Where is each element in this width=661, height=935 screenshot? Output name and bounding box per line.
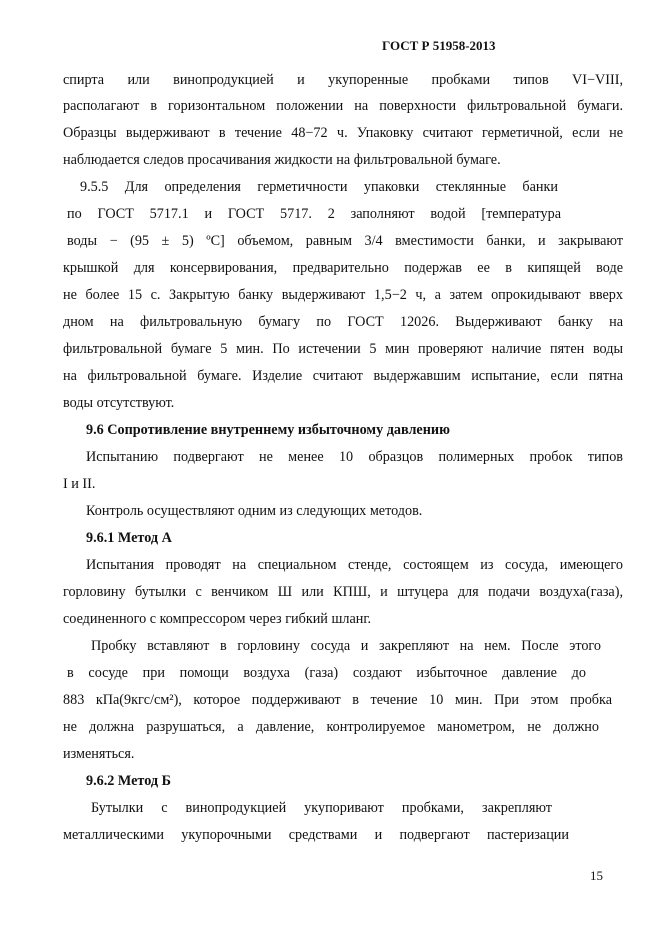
text-line: Испытания проводят на специальном стенде, состоящем из сосуда, имеющего	[86, 557, 623, 573]
page-number: 15	[590, 868, 603, 883]
text-line: Образцы выдерживают в течение 48−72 ч. Упаковку считают герметичной, если не	[63, 125, 623, 141]
text-line: на фильтровальной бумаге. Изделие считают выдержавшим испытание, если пятна	[63, 368, 623, 384]
text-line: фильтровальной бумаге 5 мин. По истечении 5 мин проверяют наличие пятен воды	[63, 341, 623, 357]
text-line: не более 15 с. Закрытую банку выдерживают 1,5−2 ч, а затем опрокидывают вверх	[63, 287, 623, 303]
text-line: Бутылки с винопродукцией укупоривают пробками, закрепляют	[91, 800, 552, 816]
text-line: дном на фильтровальную бумагу по ГОСТ 12026. Выдерживают банку на	[63, 314, 623, 330]
text-line: Контроль осуществляют одним из следующих методов.	[86, 503, 423, 519]
text-line: по ГОСТ 5717.1 и ГОСТ 5717. 2 заполняют водой [температура	[67, 206, 561, 222]
text-line: наблюдается следов просачивания жидкости на фильтровальной бумаге.	[63, 152, 501, 168]
text-line: Испытанию подвергают не менее 10 образцов полимерных пробок типов	[86, 449, 623, 465]
text-line: крышкой для консервирования, предварительно подержав ее в кипящей воде	[63, 260, 623, 276]
text-line: изменяться.	[63, 746, 135, 762]
text-line: воды − (95 ± 5) ºС] объемом, равным 3/4 вместимости банки, и закрывают	[67, 233, 623, 249]
text-line: воды отсутствуют.	[63, 395, 175, 411]
text-line: I и II.	[63, 476, 96, 492]
section-heading-9-6: 9.6 Сопротивление внутреннему избыточному давлению	[86, 422, 450, 438]
text-line: спирта или винопродукцией и укупоренные пробками типов VI−VIII,	[63, 72, 623, 88]
text-line: 9.5.5 Для определения герметичности упаковки стеклянные банки	[80, 179, 558, 195]
text-line: 883 кПа(9кгс/см²), которое поддерживают в течение 10 мин. При этом пробка	[63, 692, 612, 708]
text-line: горловину бутылки с венчиком Ш или КПШ, и штуцера для подачи воздуха(газа),	[63, 584, 623, 600]
text-line: располагают в горизонтальном положении на поверхности фильтровальной бумаги.	[63, 98, 623, 114]
section-heading-9-6-1: 9.6.1 Метод А	[86, 530, 172, 546]
text-line: металлическими укупорочными средствами и подвергают пастеризации	[63, 827, 569, 843]
text-line: соединенного с компрессором через гибкий шланг.	[63, 611, 372, 627]
page-header-standard-id: ГОСТ Р 51958-2013	[382, 38, 496, 53]
section-heading-9-6-2: 9.6.2 Метод Б	[86, 773, 171, 789]
text-line: не должна разрушаться, а давление, контролируемое манометром, не должно	[63, 719, 599, 735]
text-line: в сосуде при помощи воздуха (газа) создают избыточное давление до	[67, 665, 586, 681]
text-line: Пробку вставляют в горловину сосуда и закрепляют на нем. После этого	[91, 638, 601, 654]
